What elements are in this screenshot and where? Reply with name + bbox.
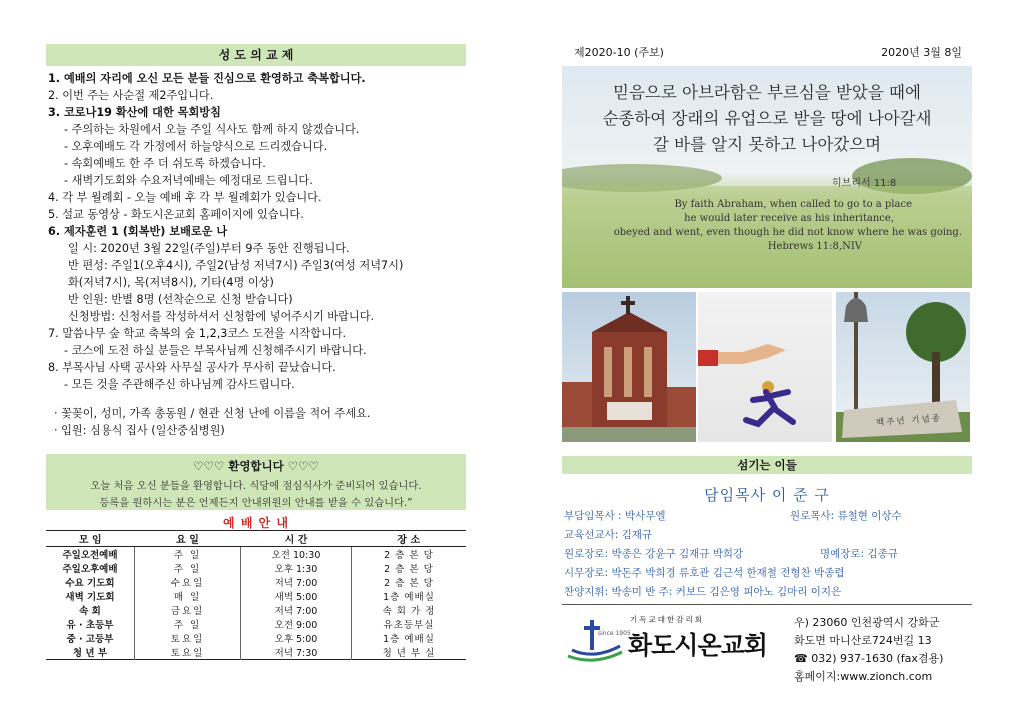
associate-pastor: 부담임목사 : 박사무엘 <box>564 510 666 522</box>
logo-since: since 1905 <box>598 630 631 637</box>
cell: 2 층 본 당 <box>384 550 434 561</box>
announcement-2: 2. 이번 주는 사순절 제2주입니다. <box>48 89 214 102</box>
welcome-title: ♡♡♡ 환영합니다 ♡♡♡ <box>193 459 319 473</box>
discipleship-groups-2: 화(저녁7시), 목(저녁8시), 기타(4명 이상) <box>68 276 274 289</box>
hospital-note: · 입원: 심용식 집사 (일산중심병원) <box>54 424 225 437</box>
cell: 속 회 <box>46 603 135 617</box>
announcement-7: 7. 말씀나무 숲 학교 축복의 숲 1,2,3코스 도전을 시작합니다. <box>48 327 347 340</box>
education-missionary: 교육선교사: 김재규 <box>564 529 653 541</box>
cell: 1층 예배실 <box>383 592 435 603</box>
announcement-3a: - 주의하는 차원에서 오늘 주일 식사도 함께 하지 않겠습니다. <box>64 123 360 136</box>
table-row <box>46 631 466 645</box>
table-row <box>46 561 466 575</box>
flower-note: · 꽃꽂이, 성미, 가족 총동원 / 현관 신청 난에 이름을 적어 주세요. <box>54 407 371 420</box>
cell: 토요일 <box>135 631 241 645</box>
cell: 주 일 <box>135 617 241 631</box>
col-time: 시 간 <box>241 531 352 547</box>
table-row <box>46 589 466 603</box>
homepage-link[interactable]: 홈페이지:www.zionch.com <box>794 670 933 683</box>
discipleship-apply: 신청방법: 신청서를 작성하셔서 신청함에 넣어주시기 바랍니다. <box>68 310 375 323</box>
announcement-7a: - 코스에 도전 하실 분들은 부목사님께 신청해주시기 바랍니다. <box>64 344 367 357</box>
table-row <box>46 603 466 617</box>
cell: 오전 10:30 <box>241 547 352 562</box>
cell: 주 일 <box>135 561 241 575</box>
retired-elders: 원로장로: 박종은 강윤구 김재규 박희강 <box>564 548 744 560</box>
runner-hand-photo <box>698 292 832 442</box>
cell: 주 일 <box>135 547 241 562</box>
announcement-list <box>46 72 466 442</box>
cell: 오후 5:00 <box>241 631 352 645</box>
cell: 저녁 7:00 <box>241 603 352 617</box>
cell: 오후 1:30 <box>241 561 352 575</box>
welcome-box <box>46 454 466 510</box>
cell: 중 · 고등부 <box>46 631 135 645</box>
senior-pastor: 담임목사 이 준 구 <box>704 486 830 504</box>
announcement-3c: - 속회예배도 한 주 더 쉬도록 하겠습니다. <box>64 157 266 170</box>
logo-mark-icon <box>564 614 624 664</box>
announcement-4: 4. 각 부 월례회 - 오늘 예배 후 각 부 월례회가 있습니다. <box>48 191 322 204</box>
fellowship-header: 성 도 의 교 제 <box>46 44 466 66</box>
address-line-2: 화도면 마니산로724번길 13 <box>794 634 932 647</box>
cell: 저녁 7:30 <box>241 645 352 660</box>
verse-english-line-3: obeyed and went, even though he did not know where he was going. <box>613 227 962 238</box>
phone-number: ☎ 032) 937-1630 (fax겸용) <box>794 652 944 665</box>
cell: 오전 9:00 <box>241 617 352 631</box>
worship-guide-title: 예 배 안 내 <box>223 516 289 530</box>
cell: 새벽 기도회 <box>46 589 135 603</box>
emeritus-pastors: 원로목사: 류철현 이상수 <box>790 510 902 522</box>
church-building-photo <box>562 292 696 442</box>
address-line-1: 우) 23060 인천광역시 강화군 <box>794 616 940 629</box>
cell: 속 회 가 정 <box>382 606 436 617</box>
cell: 금요일 <box>135 603 241 617</box>
cell: 1층 예배실 <box>383 634 435 645</box>
announcement-6: 6. 제자훈련 1 (회복반) 보배로운 나 <box>48 225 228 238</box>
announcement-5: 5. 설교 동영상 - 화도시온교회 홈페이지에 있습니다. <box>48 208 304 221</box>
cell: 수요일 <box>135 575 241 589</box>
honorary-elder: 명예장로: 김종규 <box>820 548 898 560</box>
announcement-3: 3. 코로나19 확산에 대한 목회방침 <box>48 106 221 119</box>
verse-english-line-1: By faith Abraham, when called to go to a place <box>674 199 912 210</box>
cell: 유 · 초등부 <box>46 617 135 631</box>
cell: 2 층 본 당 <box>384 578 434 589</box>
cell: 저녁 7:00 <box>241 575 352 589</box>
announcement-8: 8. 부목사님 사택 공사와 사무실 공사가 무사히 끝났습니다. <box>48 361 336 374</box>
bulletin-date: 2020년 3월 8일 <box>881 46 962 59</box>
announcement-3d: - 새벽기도회와 수요저녁예배는 예정대로 드립니다. <box>64 174 313 187</box>
cell: 수요 기도회 <box>46 575 135 589</box>
cell: 주일오전예배 <box>46 547 135 562</box>
cell: 새벽 5:00 <box>241 589 352 603</box>
table-header-row <box>46 531 466 547</box>
table-row <box>46 547 466 562</box>
table-row <box>46 575 466 589</box>
logo-church-name: 화도시온교회 <box>628 631 767 660</box>
discipleship-date: 일 시: 2020년 3월 22일(주일)부터 9주 동안 진행됩니다. <box>68 242 350 255</box>
announcement-3b: - 오후예배도 각 가정에서 하늘양식으로 드리겠습니다. <box>64 140 328 153</box>
table-row <box>46 617 466 631</box>
cell: 청 년 부 실 <box>382 648 436 659</box>
col-day: 요 일 <box>135 531 241 547</box>
table-row <box>46 645 466 660</box>
welcome-line-1: 오늘 처음 오신 분들을 환영합니다. 식당에 점심식사가 준비되어 있습니다. <box>90 480 422 492</box>
col-meeting: 모 임 <box>46 531 135 547</box>
welcome-line-2: 등록을 원하시는 분은 언제든지 안내위원의 안내를 받을 수 있습니다.” <box>99 497 413 509</box>
worship-schedule-table <box>46 530 466 660</box>
cell: 유초등부실 <box>383 620 435 631</box>
logo-denomination: 기독교대한감리회 <box>630 615 704 624</box>
cell: 매 일 <box>135 589 241 603</box>
verse-korean-line-2: 순종하여 장래의 유업으로 받을 땅에 나아갈새 <box>602 109 932 128</box>
verse-english-line-2: he would later receive as his inheritance, <box>684 213 894 224</box>
verse-ref-english: Hebrews 11:8,NIV <box>767 241 862 252</box>
verse-ref-korean: 히브리서 11:8 <box>832 178 897 189</box>
contact-info <box>794 614 943 686</box>
discipleship-groups: 반 편성: 주일1(오후4시), 주일2(남성 저녁7시) 주일3(여성 저녁7시) <box>68 259 404 272</box>
footer-divider <box>562 604 972 605</box>
music-staff: 찬양지휘: 박송미 반 주: 커보드 김은영 피아노 김마리 이지은 <box>564 586 842 598</box>
memorial-bell-photo <box>836 292 970 442</box>
announcement-1: 1. 예배의 자리에 오신 모든 분들 진심으로 환영하고 축복합니다. <box>48 72 366 85</box>
issue-number: 제2020-10 (주보) <box>574 46 664 59</box>
scripture-image <box>562 66 972 288</box>
cell: 2 층 본 당 <box>384 564 434 575</box>
verse-korean-line-1: 믿음으로 아브라함은 부르심을 받았을 때에 <box>613 83 921 102</box>
church-logo <box>564 612 784 672</box>
bell-memorial-text: 백주년 기념종 <box>875 413 943 429</box>
col-place: 장 소 <box>352 531 467 547</box>
servers-header: 섬기는 이들 <box>562 456 972 474</box>
cell: 토요일 <box>135 645 241 660</box>
verse-korean-line-3: 갈 바를 알지 못하고 나아갔으며 <box>652 135 882 154</box>
active-elders: 시무장로: 박돈주 박희경 류호관 김근석 한재철 전형찬 박종렵 <box>564 567 845 579</box>
cell: 주일오후예배 <box>46 561 135 575</box>
announcement-8a: - 모든 것을 주관해주신 하나님께 감사드립니다. <box>64 378 295 391</box>
discipleship-size: 반 인원: 반별 8명 (선착순으로 신청 받습니다) <box>68 293 293 306</box>
cell: 청 년 부 <box>46 645 135 660</box>
